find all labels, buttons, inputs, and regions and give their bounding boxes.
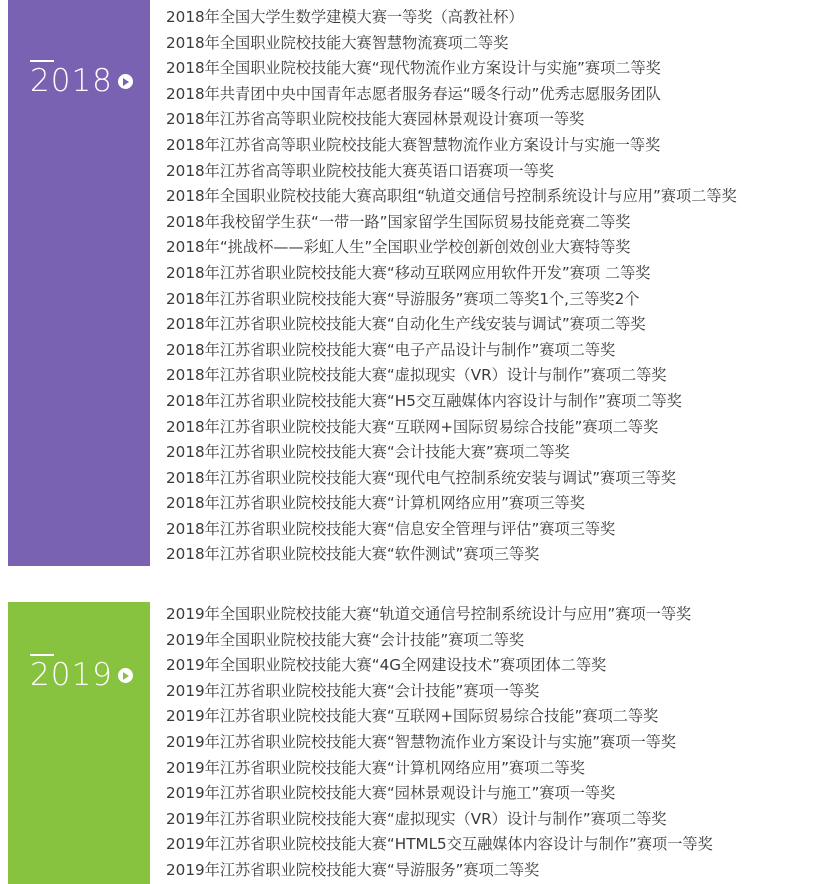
award-item: 2018年“挑战杯——彩虹人生”全国职业学校创新创效创业大赛特等奖 — [166, 238, 631, 257]
year-text: 2019 — [30, 657, 113, 693]
award-item: 2018年江苏省职业院校技能大赛“信息安全管理与评估”赛项三等奖 — [166, 519, 616, 538]
award-item: 2018年我校留学生获“一带一路”国家留学生国际贸易技能竞赛二等奖 — [166, 212, 631, 231]
play-circle-icon — [118, 74, 133, 89]
award-item: 2018年江苏省职业院校技能大赛“现代电气控制系统安装与调试”赛项三等奖 — [166, 468, 677, 487]
year-section-2019 — [0, 602, 832, 884]
award-item: 2019年江苏省职业院校技能大赛“会计技能”赛项一等奖 — [166, 681, 540, 700]
award-item: 2019年全国职业院校技能大赛“4G全网建设技术”赛项团体二等奖 — [166, 656, 607, 675]
award-item: 2019年全国职业院校技能大赛“轨道交通信号控制系统设计与应用”赛项一等奖 — [166, 605, 692, 623]
award-item: 2018年江苏省职业院校技能大赛“计算机网络应用”赛项三等奖 — [166, 494, 585, 513]
award-item: 2018年全国职业院校技能大赛高职组“轨道交通信号控制系统设计与应用”赛项二等奖 — [166, 187, 737, 206]
award-item: 2018年江苏省职业院校技能大赛“自动化生产线安装与调试”赛项二等奖 — [166, 315, 646, 334]
award-item: 2019年江苏省职业院校技能大赛“园林景观设计与施工”赛项一等奖 — [166, 784, 616, 803]
award-list — [166, 602, 832, 884]
award-list — [166, 5, 832, 568]
award-item: 2019年江苏省职业院校技能大赛“HTML5交互融媒体内容设计与制作”赛项一等奖 — [166, 835, 713, 854]
award-item: 2018年江苏省高等职业院校技能大赛园林景观设计赛项一等奖 — [166, 110, 585, 129]
award-item: 2018年江苏省职业院校技能大赛“电子产品设计与制作”赛项二等奖 — [166, 340, 616, 359]
award-item: 2019年江苏省职业院校技能大赛“虚拟现实（VR）设计与制作”赛项二等奖 — [166, 809, 667, 828]
award-item: 2018年江苏省职业院校技能大赛“移动互联网应用软件开发”赛项 二等奖 — [166, 263, 651, 282]
award-item: 2018年江苏省高等职业院校技能大赛英语口语赛项一等奖 — [166, 161, 554, 180]
award-item: 2018年全国大学生数学建模大赛一等奖（高教社杯） — [166, 8, 524, 26]
year-banner — [8, 0, 150, 566]
play-circle-icon — [118, 668, 133, 683]
award-item: 2018年全国职业院校技能大赛智慧物流赛项二等奖 — [166, 33, 509, 52]
award-item: 2018年江苏省职业院校技能大赛“会计技能大赛”赛项二等奖 — [166, 443, 570, 462]
award-item: 2018年共青团中央中国青年志愿者服务春运“暖冬行动”优秀志愿服务团队 — [166, 84, 661, 103]
award-item: 2018年全国职业院校技能大赛“现代物流作业方案设计与实施”赛项二等奖 — [166, 59, 661, 78]
award-item: 2019年全国职业院校技能大赛“会计技能”赛项二等奖 — [166, 630, 525, 649]
year-underline-accent — [30, 654, 54, 656]
award-item: 2018年江苏省职业院校技能大赛“导游服务”赛项二等奖1个,三等奖2个 — [166, 289, 640, 308]
award-item: 2018年江苏省职业院校技能大赛“H5交互融媒体内容设计与制作”赛项二等奖 — [166, 391, 682, 410]
award-item: 2018年江苏省职业院校技能大赛“互联网+国际贸易综合技能”赛项二等奖 — [166, 417, 659, 436]
award-item: 2018年江苏省职业院校技能大赛“虚拟现实（VR）设计与制作”赛项二等奖 — [166, 366, 667, 385]
year-heading — [30, 63, 133, 99]
year-heading — [30, 657, 133, 693]
year-banner — [8, 602, 150, 884]
award-item: 2019年江苏省职业院校技能大赛“导游服务”赛项二等奖 — [166, 860, 540, 879]
year-text: 2018 — [30, 63, 113, 99]
award-item: 2018年江苏省职业院校技能大赛“软件测试”赛项三等奖 — [166, 545, 540, 564]
year-underline-accent — [30, 60, 54, 62]
award-item: 2019年江苏省职业院校技能大赛“智慧物流作业方案设计与实施”赛项一等奖 — [166, 732, 677, 751]
award-item: 2018年江苏省高等职业院校技能大赛智慧物流作业方案设计与实施一等奖 — [166, 135, 661, 154]
award-item: 2019年江苏省职业院校技能大赛“互联网+国际贸易综合技能”赛项二等奖 — [166, 707, 659, 726]
award-item: 2019年江苏省职业院校技能大赛“计算机网络应用”赛项二等奖 — [166, 758, 585, 777]
